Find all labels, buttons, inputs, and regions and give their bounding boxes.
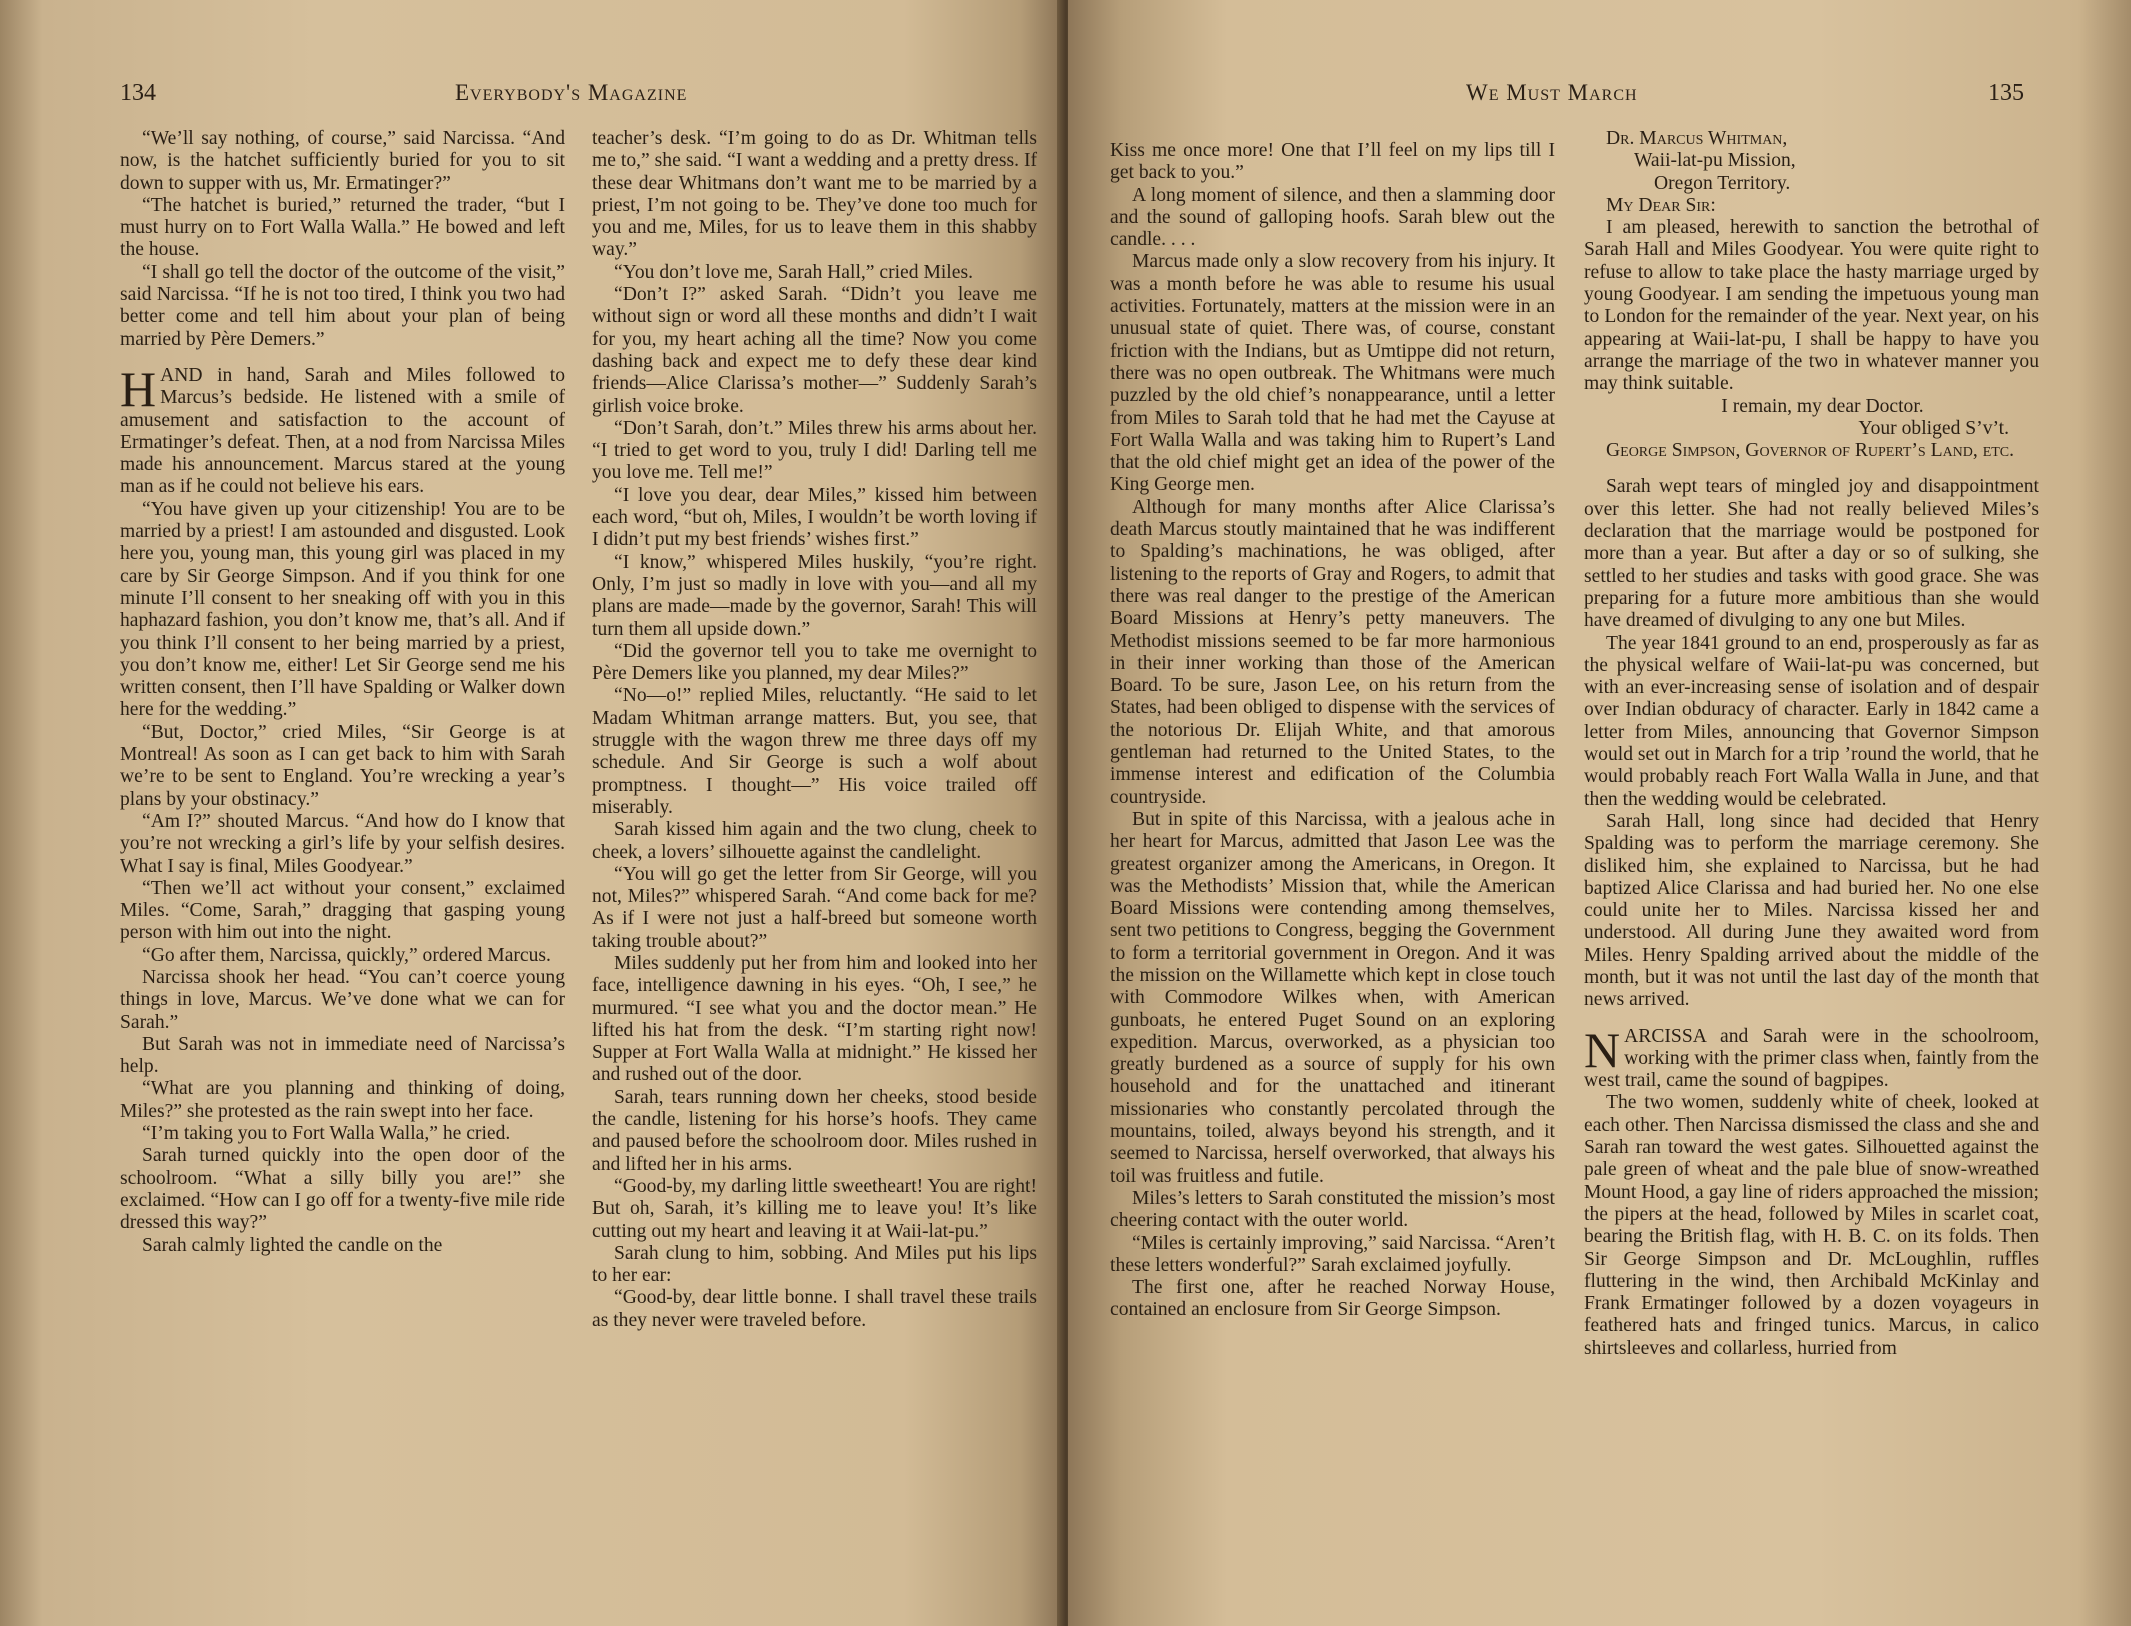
paragraph-text: Sarah turned quickly into the open door of the schoolroom. “What a silly billy you are!” she exclaimed. “How can I go off for a twenty-five mile ride dressed this way?” xyxy=(120,1145,565,1234)
paragraph-text: ARCISSA and Sarah were in the schoolroom, working with the primer class when, faintly from the west trail, came the sound of bagpipes. xyxy=(1584,1025,2039,1092)
paragraph-text: Narcissa shook her head. “You can’t coerce young things in love, Marcus. We’ve done what we can for Sarah.” xyxy=(120,966,565,1033)
paragraph xyxy=(1110,1188,1555,1233)
paragraph-text: Marcus made only a slow recovery from his injury. It was a month before he was able to resume his usual activities. Fortunately, matters at the mission were in an unusual state of quiet. There was, of course, constant friction with the Indians, but as Umtippe did not return, there was no open outbreak. The Whitmans were much puzzled by the old chief’s nonappearance, until a letter from Miles to Sarah told that he had met the Cayuse at Fort Walla Walla and was taking him to Rupert’s Land that the old chief might get an idea of the power of the King George men. xyxy=(1110,251,1555,496)
paragraph xyxy=(592,1176,1037,1243)
paragraph xyxy=(120,262,565,351)
paragraph-text: “Good-by, my darling little sweetheart! You are right! But oh, Sarah, it’s killing me to leave you! It’s like cutting out my heart and leaving it at Waii-lat-pu.” xyxy=(592,1175,1037,1242)
paragraph-text: “No—o!” replied Miles, reluctantly. “He said to let Madam Whitman arrange matters. But, you see, that struggle with the wagon threw me three days off my schedule. And Sir George is such a wolf about promptness. I thought—” His voice trailed off miserably. xyxy=(592,685,1037,818)
paragraph xyxy=(1584,1092,2039,1360)
paragraph xyxy=(1110,1233,1555,1278)
right-column-2 xyxy=(1584,128,2039,1360)
paragraph xyxy=(592,953,1037,1087)
paragraph xyxy=(1584,633,2039,811)
paragraph-text: “I love you dear, dear Miles,” kissed him between each word, “but oh, Miles, I wouldn’t be worth loving if I didn’t put my best friends’ wishes first.” xyxy=(592,484,1037,551)
paragraph-text: “Am I?” shouted Marcus. “And how do I know that you’re not wrecking a girl’s life by your selfish desires. What I say is final, Miles Goodyear.” xyxy=(120,810,565,877)
paragraph-text: “What are you planning and thinking of doing, Miles?” she protested as the rain swept into her face. xyxy=(120,1078,565,1122)
paragraph-text: But in spite of this Narcissa, with a jealous ache in her heart for Marcus, admitted that Jason Lee was the greatest organizer among the Americans, in Oregon. It was the Methodists’ Mission that, while the American Board Missions were contending among themselves, sent two petitions to Congress, begging the Government to form a territorial government in Oregon. And it was the mission on the Willamette which kept in close touch with Commodore Wilkes when, with American gunboats, he entered Puget Sound on an exploring expedition. Marcus, overworked, as a physician too greatly burdened as a source of supply for his own household and for the unattached and itinerant missionaries who constantly percolated through the mountains, toiled, always beyond his strength, and it seemed to Narcissa, herself overworked, that always his toil was fruitless and futile. xyxy=(1110,808,1555,1187)
letter-address-line: Waii-lat-pu Mission, xyxy=(1634,150,1796,172)
running-head-right: We Must March xyxy=(1466,80,1638,105)
paragraph xyxy=(1110,140,1555,185)
letter-salutation: My Dear Sir: xyxy=(1606,194,1716,216)
paragraph-text: “Don’t I?” asked Sarah. “Didn’t you leave me without sign or word all these months and didn’t I wait for you, my heart aching all the time? Now you come dashing back and expect me to defy these dear kind friends—Alice Clarissa’s mother—” Suddenly Sarah’s girlish voice broke. xyxy=(592,284,1037,417)
paragraph-text: Although for many months after Alice Clarissa’s death Marcus stoutly maintained that he was indifferent to Spalding’s machinations, he was obliged, after listening to the reports of Gray and Rogers, to admit that there was real danger to the prestige of the American Board Missions at Henry’s petty maneuvers. The Methodist missions seemed to be far more harmonious in their inner working than those of the American Board. To be sure, Jason Lee, on his return from the States, had been obliged to dispense with the services of the notorious Dr. Elijah White, and that amorous gentleman had returned to the United States, to the immense interest and edification of the Columbia countryside. xyxy=(1110,496,1555,808)
paragraph xyxy=(592,819,1037,864)
paragraph-text: “We’ll say nothing, of course,” said Narcissa. “And now, is the hatchet sufficiently buried for you to sit down to supper with us, Mr. Ermatinger?” xyxy=(120,128,565,194)
paragraph-text: Sarah wept tears of mingled joy and disappointment over this letter. She had not really believed Miles’s declaration that the marriage would be postponed for more than a year. But after a day or so of sulking, she settled to her studies and tasks with good grace. She was preparing for a future more ambitious than she would have dreamed of divulging to any one but Miles. xyxy=(1584,476,2039,632)
paragraph xyxy=(592,641,1037,686)
paragraph xyxy=(1110,497,1555,809)
paragraph-text: “You will go get the letter from Sir George, will you not, Miles?” whispered Sarah. “And come back for me? As if I were not just a half-breed but someone worth taking trouble about?” xyxy=(592,863,1037,952)
paragraph xyxy=(120,967,565,1034)
letter-address-line: Oregon Territory. xyxy=(1654,172,1791,194)
paragraph xyxy=(120,811,565,878)
paragraph xyxy=(120,360,565,499)
paragraph-text: But Sarah was not in immediate need of Narcissa’s help. xyxy=(120,1033,565,1078)
paragraph xyxy=(120,945,565,967)
paragraph xyxy=(592,1287,1037,1332)
paragraph xyxy=(592,418,1037,485)
paragraph xyxy=(120,722,565,811)
paragraph-text: Miles’s letters to Sarah constituted the mission’s most cheering contact with the outer world. xyxy=(1110,1187,1555,1232)
paragraph xyxy=(592,864,1037,953)
left-column-1 xyxy=(120,128,565,1257)
drop-cap: N xyxy=(1584,1021,1621,1078)
paragraph-text: “But, Doctor,” cried Miles, “Sir George is at Montreal! As soon as I can get back to him with Sarah we’re to be sent to England. You’re wrecking a year’s plans by your obstinacy.” xyxy=(120,721,565,810)
paragraph xyxy=(120,195,565,262)
page-number-right: 135 xyxy=(1988,80,2024,106)
paragraph-text: Sarah clung to him, sobbing. And Miles put his lips to her ear: xyxy=(592,1242,1037,1287)
running-head-left: Everybody's Magazine xyxy=(455,80,688,105)
paragraph-text: “I know,” whispered Miles huskily, “you’re right. Only, I’m just so madly in love with you—and all my plans are made—made by the governor, Sarah! This will turn them all upside down.” xyxy=(592,551,1037,640)
paragraph-text: “Don’t Sarah, don’t.” Miles threw his arms about her. “I tried to get word to you, truly I did! Darling tell me you love me. Tell me!” xyxy=(592,417,1037,484)
paragraph-text: Sarah, tears running down her cheeks, stood beside the candle, listening for his horse’s hoofs. They came and paused before the schoolroom door. Miles rushed in and lifted her in his arms. xyxy=(592,1086,1037,1175)
paragraph xyxy=(592,485,1037,552)
paragraph-text: “You don’t love me, Sarah Hall,” cried Miles. xyxy=(614,261,973,283)
right-column-2-body xyxy=(1584,476,2039,1360)
paragraph xyxy=(592,284,1037,418)
paragraph-text: AND in hand, Sarah and Miles followed to Marcus’s bedside. He listened with a smile of amusement and satisfaction to the account of Ermatinger’s defeat. Then, at a nod from Narcissa Miles made his announcement. Marcus stared at the young man as if he could not believe his ears. xyxy=(120,364,565,498)
paragraph-text: The year 1841 ground to an end, prosperously as far as the physical welfare of Waii-lat-pu was concerned, but with an ever-increasing sense of isolation and of despair over Indian obduracy of character. Early in 1842 came a letter from Miles, announcing that Governor Simpson would set out in March for a trip ’round the world, that he would probably reach Fort Walla Walla in June, and that then the wedding would be celebrated. xyxy=(1584,632,2039,810)
letter-addressee: Dr. Marcus Whitman, xyxy=(1606,128,1788,149)
paragraph xyxy=(1110,809,1555,1188)
paragraph xyxy=(120,1078,565,1123)
paragraph-text: A long moment of silence, and then a slamming door and the sound of galloping hoofs. Sarah blew out the candle. . . . xyxy=(1110,184,1555,251)
paragraph-text: “The hatchet is buried,” returned the trader, “but I must hurry on to Fort Walla Walla.” He bowed and left the house. xyxy=(120,194,565,261)
left-column-2 xyxy=(592,128,1037,1332)
letter xyxy=(1584,128,2039,462)
paragraph xyxy=(592,262,1037,284)
letter-closing: I remain, my dear Doctor. xyxy=(1721,395,1924,417)
paragraph-text: “Go after them, Narcissa, quickly,” ordered Marcus. xyxy=(142,944,551,966)
paragraph-text: Kiss me once more! One that I’ll feel on my lips till I get back to you.” xyxy=(1110,140,1555,184)
paragraph-text: Sarah Hall, long since had decided that Henry Spalding was to perform the marriage ceremony. She disliked him, she explained to Narcissa, but he had baptized Alice Clarissa and had buried her. No one else could unite her to Miles. Narcissa kissed her and understood. All during June they awaited word from Miles. Henry Spalding arrived about the middle of the month, but it was not until the last day of the month that news arrived. xyxy=(1584,810,2039,1011)
paragraph xyxy=(1110,251,1555,496)
paragraph-text: The first one, after he reached Norway House, contained an enclosure from Sir George Simpson. xyxy=(1110,1277,1555,1321)
letter-closing: Your obliged S’v’t. xyxy=(1858,417,2009,439)
paragraph xyxy=(592,128,1037,262)
paragraph xyxy=(1110,1277,1555,1322)
paragraph xyxy=(592,1243,1037,1288)
paragraph-text: “I’m taking you to Fort Walla Walla,” he cried. xyxy=(142,1123,511,1145)
paragraph xyxy=(120,128,565,195)
paragraph-text: “Good-by, dear little bonne. I shall travel these trails as they never were traveled before. xyxy=(592,1287,1037,1331)
paragraph-text: “I shall go tell the doctor of the outcome of the visit,” said Narcissa. “If he is not too tired, I think you two had better come and tell him about your plan of being married by Père Demers.” xyxy=(120,261,565,350)
drop-cap: H xyxy=(120,360,157,417)
paragraph-text: Sarah calmly lighted the candle on the xyxy=(142,1234,443,1256)
paragraph xyxy=(120,1034,565,1079)
paragraph-text: “Then we’ll act without your consent,” exclaimed Miles. “Come, Sarah,” dragging that gasping young person with him out into the night. xyxy=(120,877,565,944)
letter-signature: George Simpson, Governor of Rupert’s Land, etc. xyxy=(1606,440,2015,462)
paragraph-text: “You have given up your citizenship! You are to be married by a priest! I am astounded and disgusted. Look here you, young man, this young girl was placed in my care by Sir George Simpson. And if you think for one minute I’ll consent to her sneaking off with you in this haphazard fashion, you don’t know me, that’s all. And if you think I’ll consent to her being married by a priest, you don’t know me, either! Let Sir George send me his written consent, then I’ll have Spalding or Walker down here for the wedding.” xyxy=(120,498,565,721)
paragraph xyxy=(1584,476,2039,632)
paragraph-text: “Did the governor tell you to take me overnight to Père Demers like you planned, my dear Miles?” xyxy=(592,640,1037,685)
paragraph xyxy=(120,1123,565,1145)
paragraph-text: Miles suddenly put her from him and looked into her face, intelligence dawning in his eyes. “Oh, I see,” he murmured. “I see what you and the doctor mean.” He lifted his hat from the desk. “I’m starting right now! Supper at Fort Walla Walla at midnight.” He kissed her and rushed out of the door. xyxy=(592,952,1037,1086)
right-column-1 xyxy=(1110,140,1555,1322)
page-number-left: 134 xyxy=(120,80,156,106)
paragraph xyxy=(1584,1021,2039,1093)
paragraph xyxy=(120,1235,565,1257)
paragraph xyxy=(1110,185,1555,252)
paragraph xyxy=(592,685,1037,819)
letter-body: I am pleased, herewith to sanction the betrothal of Sarah Hall and Miles Goodyear. You were quite right to refuse to allow to take place the hasty marriage urged by young Goodyear. I am sending the impetuous young man to London for the remainder of the year. Next year, on his appearing at Waii-lat-pu, I shall be happy to have you arrange the marriage of the two in whatever manner you may think suitable. xyxy=(1584,217,2039,395)
left-page xyxy=(0,0,1063,1626)
spacer xyxy=(1584,462,2039,476)
paragraph-text: Sarah kissed him again and the two clung, cheek to cheek, a lovers’ silhouette against the candlelight. xyxy=(592,819,1037,863)
paragraph xyxy=(592,552,1037,641)
paragraph xyxy=(592,1087,1037,1176)
paragraph-text: “Miles is certainly improving,” said Narcissa. “Aren’t these letters wonderful?” Sarah exclaimed joyfully. xyxy=(1110,1232,1555,1276)
paragraph-text: The two women, suddenly white of cheek, looked at each other. Then Narcissa dismissed the class and she and Sarah ran toward the west gates. Silhouetted against the pale green of wheat and the pale blue of snow-wreathed Mount Hood, a gay line of riders approached the mission; the pipers at the head, followed by Miles in scarlet coat, bearing the British flag, with H. B. C. on its folds. Then Sir George Simpson and Dr. McLoughlin, ruffles fluttering in the wind, then Archibald McKinlay and Frank Ermatinger followed by a dozen voyageurs in feathered hats and fringed tunics. Marcus, in calico shirtsleeves and collarless, hurried from xyxy=(1584,1092,2039,1359)
paragraph-text: teacher’s desk. “I’m going to do as Dr. Whitman tells me to,” she said. “I want a wedding and a pretty dress. If these dear Whitmans don’t want me to be married by a priest, I’m not going to be. They’ve done too much for you and me, Miles, for us to leave them in this shabby way.” xyxy=(592,128,1037,261)
paragraph xyxy=(120,878,565,945)
paragraph xyxy=(1584,811,2039,1012)
paragraph xyxy=(120,1145,565,1234)
paragraph xyxy=(120,499,565,722)
right-page xyxy=(1068,0,2131,1626)
